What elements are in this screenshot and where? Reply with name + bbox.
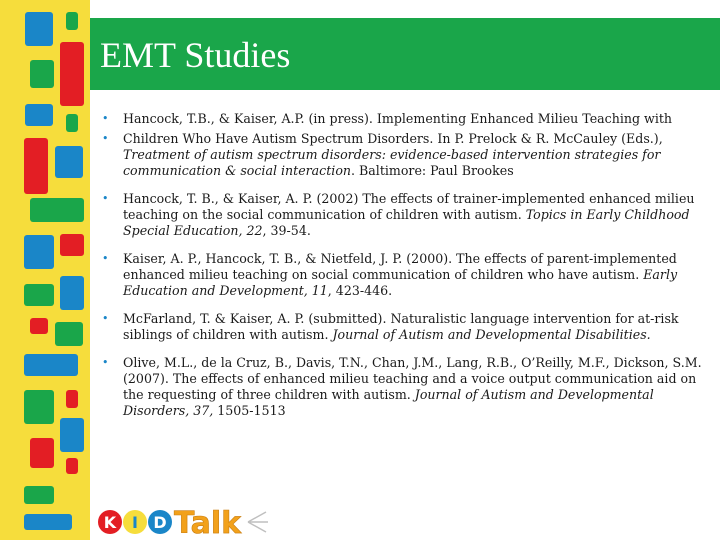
bullet-icon: • (102, 312, 109, 325)
sidebar-block (60, 42, 84, 106)
sidebar-block (66, 12, 78, 30)
slide-title: EMT Studies (100, 35, 291, 75)
logo-letter-d: D (153, 513, 167, 532)
sound-waves-icon (248, 512, 268, 532)
reference-item (102, 111, 702, 127)
decorative-sidebar (0, 0, 90, 540)
logo-word-talk: Talk (174, 506, 242, 540)
sidebar-block (30, 60, 54, 88)
reference-text: Hancock, T. B., & Kaiser, A. P. (2002) The effects of trainer-implemented enhanced milieu teaching on the social communication of children with autism. (123, 191, 695, 222)
sidebar-block (24, 390, 54, 424)
sidebar-block (30, 438, 54, 468)
reference-pages: , 423-446. (327, 283, 393, 298)
logo-letter-k: K (103, 513, 117, 532)
logo-letter-i: I (132, 513, 138, 532)
reference-text: Kaiser, A. P., Hancock, T. B., & Nietfeld, J. P. (2000). The effects of parent-implemented enhanced milieu teaching on social communication of children who have autism. (123, 251, 677, 282)
sidebar-block (66, 114, 78, 132)
reference-item (102, 251, 702, 299)
bullet-icon: • (102, 252, 109, 265)
kidtalk-logo (94, 500, 294, 540)
sidebar-block (55, 322, 83, 346)
reference-list (102, 111, 702, 419)
reference-source: Topics in Early Childhood Special Education, 22 (123, 207, 690, 238)
reference-text: Olive, M.L., de la Cruz, B., Davis, T.N., Chan, J.M., Lang, R.B., O’Reilly, M.F., Dickson, S.M. (2007). The effects of enhanced milieu teaching and a voice output communication aid on the requesting of three children with autism. (123, 355, 702, 402)
sidebar-block (60, 234, 84, 256)
reference-pages: , 39-54. (262, 223, 311, 238)
reference-text: Children Who Have Autism Spectrum Disorders. In P. Prelock & R. McCauley (Eds.), (123, 131, 663, 146)
reference-source: Treatment of autism spectrum disorders: evidence-based intervention strategies for communication & social interaction (123, 147, 661, 178)
sidebar-block (24, 354, 78, 376)
sidebar-block (60, 418, 84, 452)
sidebar-block (60, 276, 84, 310)
bullet-icon: • (102, 356, 109, 369)
bullet-icon: • (102, 132, 109, 145)
reference-text: Hancock, T.B., & Kaiser, A.P. (in press). Implementing Enhanced Milieu Teaching with (123, 111, 673, 126)
sidebar-block (24, 486, 54, 504)
reference-item (102, 131, 702, 179)
reference-source: Journal of Autism and Developmental Disorders, 37, (123, 387, 654, 418)
reference-source: Early Education and Development, 11 (123, 267, 678, 298)
sidebar-block (55, 146, 83, 178)
sidebar-block (30, 198, 84, 222)
sidebar-block (24, 138, 48, 194)
reference-item (102, 311, 702, 343)
bullet-icon: • (102, 112, 109, 125)
sidebar-block (25, 12, 53, 46)
reference-item (102, 355, 702, 419)
sidebar-block (66, 390, 78, 408)
sidebar-block (66, 458, 78, 474)
reference-source: Journal of Autism and Developmental Disabilities. (332, 327, 651, 342)
bullet-icon: • (102, 192, 109, 205)
sidebar-block (30, 318, 48, 334)
sidebar-block (25, 104, 53, 126)
sidebar-block (24, 514, 72, 530)
reference-item (102, 191, 702, 239)
sidebar-block (24, 284, 54, 306)
reference-pages: . Baltimore: Paul Brookes (351, 163, 514, 178)
reference-text: McFarland, T. & Kaiser, A. P. (submitted). Naturalistic language intervention for at-risk siblings of children with autism. (123, 311, 679, 342)
reference-pages: 1505-1513 (213, 403, 286, 418)
sidebar-block (24, 235, 54, 269)
